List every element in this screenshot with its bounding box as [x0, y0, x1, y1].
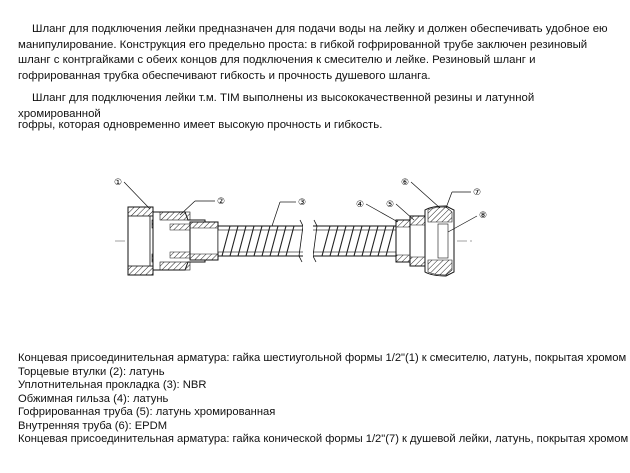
callout-6	[401, 178, 440, 208]
svg-text:③: ③	[297, 198, 307, 208]
spec-list	[18, 352, 629, 447]
spec-item-1: Концевая присоединительная арматура: гайка шестиугольной формы 1/2"(1) к смесителю, латунь, покрытая хромом	[18, 352, 627, 364]
svg-text:⑤: ⑤	[385, 200, 395, 210]
tim-text-1: Шланг для подключения лейки т.м. TIM выполнены из высококачественной резины и латунной хромированной	[18, 92, 535, 120]
spec-item-3: Уплотнительная прокладка (3): NBR	[18, 379, 207, 391]
spec-item-5: Гофрированная труба (5): латунь хромированная	[18, 406, 276, 418]
right-fitting	[396, 206, 454, 276]
hex-nut-body	[128, 207, 153, 275]
spec-item-2: Торцевые втулки (2): латунь	[18, 365, 165, 378]
callout-7	[446, 188, 481, 208]
tim-text-2: гофры, которая одновременно имеет высокую прочность и гибкость.	[18, 119, 383, 131]
hose-diagram	[0, 160, 630, 350]
svg-text:②: ②	[216, 197, 226, 207]
tim-paragraph-line2	[18, 118, 618, 134]
svg-text:①: ①	[113, 178, 123, 188]
svg-text:⑧: ⑧	[478, 211, 488, 221]
intro-text: Шланг для подключения лейки предназначен для подачи воды на лейку и должен обеспечивать удобное ею манипулирование. Конструкция его предельно проста: в гибкой гофрированной трубе заключен резиновый шланг с контргайками с обеих концов для подключения к смесителю и лейке. Резиновый шланг и гофрированная трубка обеспечивают гибкость и прочность душевого шланга.	[18, 23, 608, 82]
spec-item-7: Концевая присоединительная арматура: гайка конической формы 1/2"(7) к душевой лейки, латунь, покрытая хромом	[18, 433, 629, 445]
spec-item-6: Внутренняя труба (6): EPDM	[18, 419, 168, 432]
svg-text:⑥: ⑥	[400, 178, 410, 188]
intro-paragraph	[18, 22, 618, 84]
callout-1	[114, 178, 150, 209]
svg-text:⑦: ⑦	[472, 188, 482, 198]
svg-text:④: ④	[355, 200, 365, 210]
spec-item-4: Обжимная гильза (4): латунь	[18, 392, 169, 405]
left-fitting	[128, 207, 218, 275]
corrugated-hose	[218, 220, 398, 262]
